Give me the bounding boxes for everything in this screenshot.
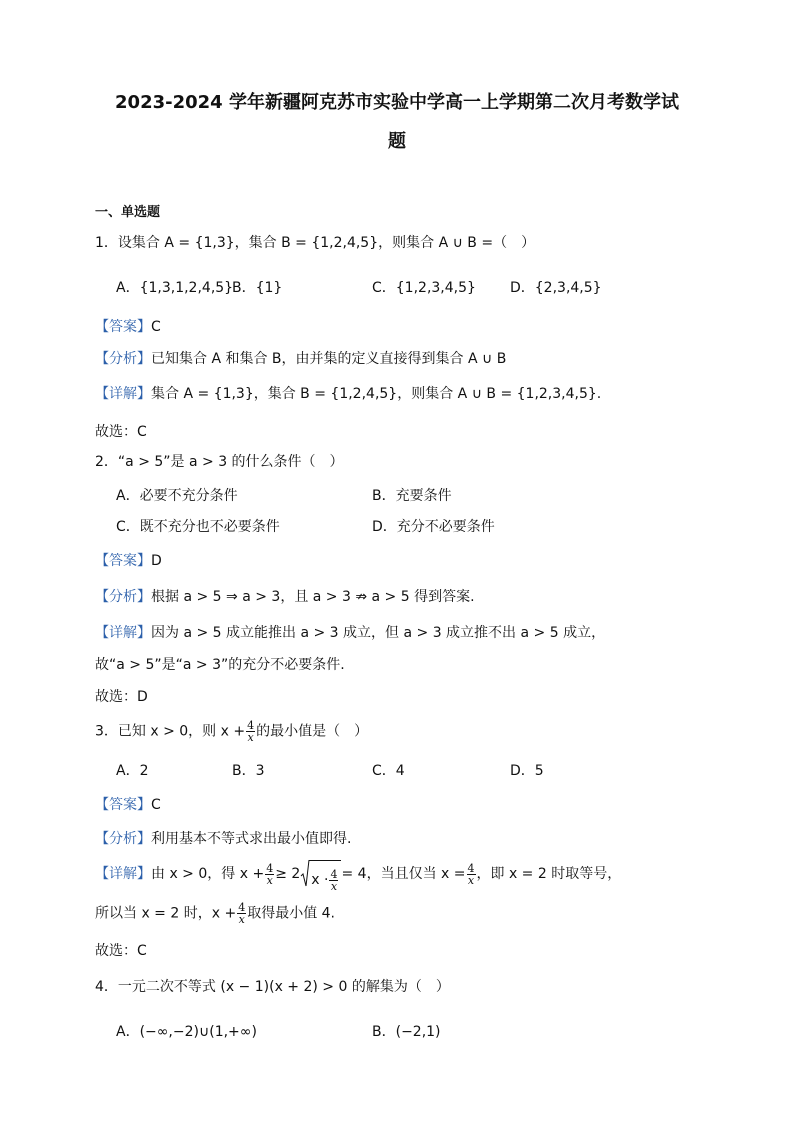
analysis-tag: 【分析】	[95, 831, 151, 847]
q2-analysis	[95, 586, 475, 608]
q1-detail-text: 集合 A = {1,3}，集合 B = {1,2,4,5}，则集合 A ∪ B = {1,2,3,4,5}.	[151, 386, 602, 402]
q3-choose: 故选：C	[95, 943, 147, 959]
fraction-numerator: 4	[467, 861, 475, 875]
question-3-stem	[95, 720, 368, 743]
q3-line2-fraction	[237, 902, 246, 925]
detail-tag: 【详解】	[95, 625, 151, 641]
page-title-line-2: 题	[388, 131, 406, 152]
q2-analysis-text: 根据 a > 5 ⇒ a > 3，且 a > 3 ⇏ a > 5 得到答案.	[151, 589, 475, 605]
fraction-numerator: 4	[247, 719, 255, 732]
q1-answer-value: C	[151, 319, 161, 335]
detail-tag: 【详解】	[95, 386, 151, 402]
q3-detail-part-4: = 4，当且仅当 x =	[341, 866, 466, 882]
detail-tag: 【详解】	[95, 866, 151, 882]
fraction-denominator: x	[238, 913, 245, 926]
fraction-numerator: 4	[266, 861, 274, 875]
q2-option-d: D．充分不必要条件	[372, 519, 495, 535]
q2-option-c: C．既不充分也不必要条件	[116, 519, 280, 535]
q1-option-a: A．{1,3,1,2,4,5}	[116, 280, 234, 296]
q2-answer	[95, 550, 162, 572]
q2-option-a: A．必要不充分条件	[116, 488, 238, 504]
q3-option-a: A．2	[116, 763, 149, 779]
q3-detail-fraction-2	[329, 869, 338, 892]
fraction-denominator: x	[467, 873, 475, 887]
analysis-tag: 【分析】	[95, 351, 151, 367]
q3-detail-fraction-1	[265, 863, 274, 886]
q3-stem-part-1: 3．已知 x > 0，则 x +	[95, 723, 246, 740]
question-1-stem: 1．设集合 A = {1,3}，集合 B = {1,2,4,5}，则集合 A ∪ B =（ ）	[95, 235, 536, 251]
analysis-tag: 【分析】	[95, 589, 151, 605]
q3-line2-part-1: 所以当 x = 2 时，x +	[95, 905, 237, 922]
q4-option-b: B．(−2,1)	[372, 1024, 441, 1040]
q3-detail-fraction-3	[467, 863, 476, 886]
q3-detail-part-3: x ·	[311, 872, 329, 888]
fraction-denominator: x	[247, 731, 254, 744]
q3-answer-value: C	[151, 797, 161, 813]
q1-detail	[95, 383, 601, 405]
q3-detail-line-2	[95, 902, 335, 925]
q3-line2-part-2: 取得最小值 4.	[247, 905, 336, 922]
q1-option-c: C．{1,2,3,4,5}	[372, 280, 476, 296]
square-root-content	[309, 860, 341, 896]
q3-stem-part-2: 的最小值是（ ）	[256, 723, 369, 740]
q2-detail-text: 因为 a > 5 成立能推出 a > 3 成立，但 a > 3 成立推不出 a > 5 成立，	[151, 625, 606, 641]
square-root	[300, 859, 341, 893]
answer-tag: 【答案】	[95, 553, 151, 569]
q1-answer	[95, 316, 161, 338]
q1-option-d: D．{2,3,4,5}	[510, 280, 602, 296]
q3-answer	[95, 794, 161, 816]
q4-option-a: A．(−∞,−2)∪(1,+∞)	[116, 1024, 257, 1040]
q3-option-b: B．3	[232, 763, 265, 779]
radical-sign-icon	[300, 859, 310, 889]
fraction-numerator: 4	[238, 901, 246, 914]
page-title-line-1: 2023-2024 学年新疆阿克苏市实验中学高一上学期第二次月考数学试	[115, 92, 679, 113]
q3-analysis-text: 利用基本不等式求出最小值即得.	[151, 831, 352, 847]
question-2-stem: 2．“a > 5”是 a > 3 的什么条件（ ）	[95, 454, 344, 470]
q3-detail-part-2: ≥ 2	[275, 866, 301, 882]
q1-analysis	[95, 348, 506, 370]
q3-option-c: C．4	[372, 763, 405, 779]
q2-option-b: B．充要条件	[372, 488, 452, 504]
q3-detail-part-5: ，即 x = 2 时取等号，	[476, 866, 622, 882]
question-4-stem: 4．一元二次不等式 (x − 1)(x + 2) > 0 的解集为（ ）	[95, 979, 450, 995]
fraction-denominator: x	[330, 879, 338, 893]
q3-detail-part-1: 由 x > 0，得 x +	[151, 866, 265, 882]
answer-tag: 【答案】	[95, 797, 151, 813]
q2-detail-line-2: 故“a > 5”是“a > 3”的充分不必要条件.	[95, 657, 345, 673]
q1-option-b: B．{1}	[232, 280, 283, 296]
fraction-denominator: x	[266, 873, 273, 887]
fraction-numerator: 4	[330, 867, 338, 881]
q2-choose: 故选：D	[95, 689, 148, 705]
q1-analysis-text: 已知集合 A 和集合 B，由并集的定义直接得到集合 A ∪ B	[151, 351, 507, 367]
section-heading: 一、单选题	[95, 205, 161, 220]
q3-detail	[95, 858, 622, 893]
q2-answer-value: D	[151, 553, 162, 569]
answer-tag: 【答案】	[95, 319, 151, 335]
q1-choose: 故选：C	[95, 424, 147, 440]
q3-analysis	[95, 828, 351, 850]
q3-option-d: D．5	[510, 763, 544, 779]
q2-detail	[95, 622, 605, 644]
q3-fraction	[246, 720, 255, 743]
